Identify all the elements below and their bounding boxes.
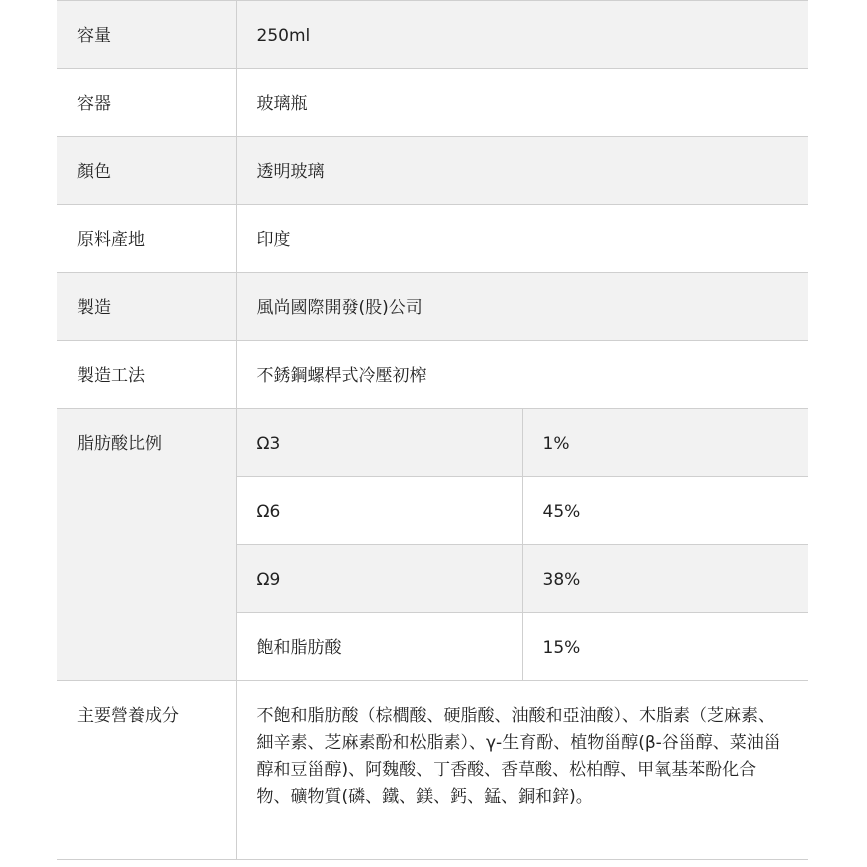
spec-label: 顏色	[57, 137, 236, 205]
fatty-acid-percent: 1%	[522, 409, 808, 477]
spec-row-manufacturer	[57, 273, 808, 341]
spec-row-capacity	[57, 1, 808, 69]
fatty-acid-name: Ω9	[236, 545, 522, 613]
spec-label: 容器	[57, 69, 236, 137]
spec-value: 風尚國際開發(股)公司	[236, 273, 808, 341]
spec-row-process	[57, 341, 808, 409]
fatty-acid-percent: 45%	[522, 477, 808, 545]
fatty-acid-label: 脂肪酸比例	[57, 409, 236, 681]
fatty-acid-percent: 38%	[522, 545, 808, 613]
spec-row-container	[57, 69, 808, 137]
spec-row-origin	[57, 205, 808, 273]
fatty-acid-percent: 15%	[522, 613, 808, 681]
spec-row-nutrition	[57, 681, 808, 860]
spec-value: 250ml	[236, 1, 808, 69]
fatty-acid-row	[57, 409, 808, 477]
spec-row-color	[57, 137, 808, 205]
spec-label: 原料產地	[57, 205, 236, 273]
spec-value: 不銹鋼螺桿式冷壓初榨	[236, 341, 808, 409]
fatty-acid-name: Ω6	[236, 477, 522, 545]
nutrition-value: 不飽和脂肪酸（棕櫚酸、硬脂酸、油酸和亞油酸）、木脂素（芝麻素、細辛素、芝麻素酚和松脂素）、γ-生育酚、植物甾醇(β-谷甾醇、菜油甾醇和豆甾醇)、阿魏酸、丁香酸、香草酸、松柏醇、甲氧基苯酚化合物、礦物質(磷、鐵、鎂、鈣、錳、銅和鋅)。	[236, 681, 808, 860]
spec-label: 製造	[57, 273, 236, 341]
fatty-acid-name: Ω3	[236, 409, 522, 477]
spec-value: 印度	[236, 205, 808, 273]
spec-label: 製造工法	[57, 341, 236, 409]
spec-label: 容量	[57, 1, 236, 69]
fatty-acid-name: 飽和脂肪酸	[236, 613, 522, 681]
product-spec-table	[57, 0, 808, 860]
spec-value: 透明玻璃	[236, 137, 808, 205]
spec-value: 玻璃瓶	[236, 69, 808, 137]
spec-label: 主要營養成分	[57, 681, 236, 860]
